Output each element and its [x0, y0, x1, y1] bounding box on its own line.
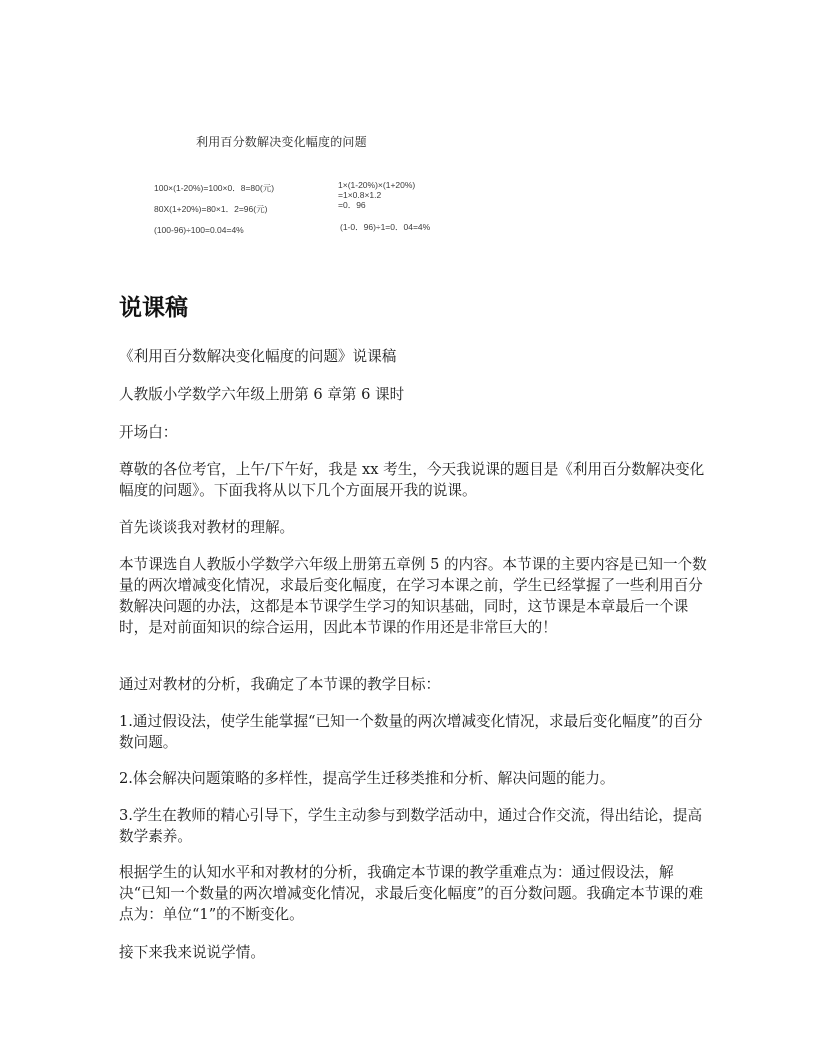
document-heading: 说课稿	[119, 295, 188, 321]
textbook-understanding-intro: 首先谈谈我对教材的理解。	[119, 519, 295, 536]
method1-line3: (100-96)÷100=0.04=4%	[154, 225, 244, 235]
method1-line1: 100×(1-20%)=100×0．8=80(元)	[154, 183, 275, 193]
opening-label: 开场白：	[119, 424, 178, 441]
method2-line1: 1×(1-20%)×(1+20%)	[338, 180, 416, 190]
textbook-info: 人教版小学数学六年级上册第 6 章第 6 课时	[119, 386, 405, 403]
textbook-analysis-paragraph: 本节课选自人教版小学数学六年级上册第五章例 5 的内容。本节课的主要内容是已知一个数量的两次增减变化情况，求最后变化幅度，在学习本课之前，学生已经掌握了一些利用百分数解决问题的办法，这都是本节课学生学习的知识基础，同时，这节课是本章最后一个课时，是对前面知识的综合运用，因此本节课的作用还是非常巨大的！	[119, 556, 707, 636]
teaching-goal-2: 2.体会解决问题策略的多样性，提高学生迁移类推和分析、解决问题的能力。	[119, 770, 615, 787]
opening-paragraph: 尊敬的各位考官，上午/下午好，我是 xx 考生，今天我说课的题目是《利用百分数解决变化幅度的问题》。下面我将从以下几个方面展开我的说课。	[119, 461, 705, 499]
key-difficulty-paragraph: 根据学生的认知水平和对教材的分析，我确定本节课的教学重难点为：通过假设法，解决“已知一个数量的两次增减变化情况，求最后变化幅度”的百分数问题。我确定本节课的难点为：单位“1”的不断变化。	[119, 864, 704, 923]
teaching-goals-intro: 通过对教材的分析，我确定了本节课的教学目标：	[119, 676, 441, 693]
method1-line2: 80X(1+20%)=80×1．2=96(元)	[154, 204, 268, 214]
teaching-goal-1: 1.通过假设法，使学生能掌握“已知一个数量的两次增减变化情况，求最后变化幅度”的百分数问题。	[119, 713, 703, 751]
math-example-figure	[140, 128, 460, 246]
figure-title: 利用百分数解决变化幅度的问题	[196, 135, 367, 149]
teaching-goal-3: 3.学生在教师的精心引导下，学生主动参与到数学活动中，通过合作交流，得出结论，提高数学素养。	[119, 807, 703, 845]
method2-line2: =1×0.8×1.2	[338, 190, 382, 200]
method2-line4: (1-0．96)÷1=0．04=4%	[340, 222, 431, 232]
student-situation-intro: 接下来我来说说学情。	[119, 944, 265, 961]
method2-line3: =0．96	[338, 200, 366, 210]
lecture-title: 《利用百分数解决变化幅度的问题》说课稿	[119, 348, 397, 365]
